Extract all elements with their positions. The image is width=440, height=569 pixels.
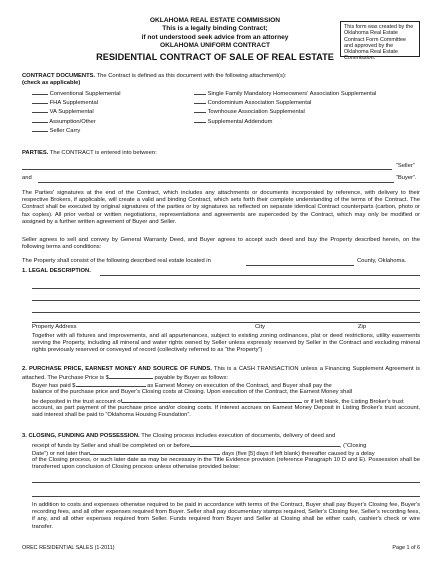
legal-line[interactable] — [32, 300, 420, 301]
seller-agrees-paragraph: Seller agrees to sell and convey by General Warranty Deed, and Buyer agrees to accept such deed and buy the Property described herein, on the following terms and conditions: — [22, 237, 420, 251]
earnest-money-field[interactable] — [76, 381, 146, 387]
attachment-item[interactable]: Townhouse Association Supplemental — [194, 107, 376, 116]
closing-date-text-2: , (“Closing — [339, 443, 367, 449]
balance-text: balance of the purchase price and Buyer's Closing costs at Closing. Upon execution of the Contract, the Earnest Money shall — [32, 389, 353, 395]
property-address-line[interactable] — [32, 322, 420, 323]
form-notice-box: This form was created by the Oklahoma Real Estate Contract Form Committee and approved by the Oklahoma Real Estate Commission. — [340, 21, 420, 57]
attachment-item[interactable]: Supplemental Addendum — [194, 117, 376, 126]
legal-line[interactable] — [100, 275, 420, 276]
closing-heading: 3. CLOSING, FUNDING AND POSSESSION. — [22, 433, 140, 439]
attachments-right-column — [194, 89, 376, 126]
purchase-price-text-2: payable by Buyer as follows: — [154, 375, 228, 382]
commission-name: OKLAHOMA REAL ESTATE COMMISSION — [149, 17, 281, 24]
county-label: County, Oklahoma. — [357, 258, 407, 264]
signature-paragraph: The Parties' signatures at the end of the Contract, which includes any attachments or documents incorporated by reference, with delivery to their respective Brokers, if applicable, will create a valid and binding Contract, which sets forth their complete understanding of the terms of the Contract. The Contract shall be executed by original signatures of the parties or by signatures as reflected on separate identical Contract counterparts (carbon, photo or fax copies). All prior verbal or written negotiations, representations and agreements are superceded by the Contract, which may only be modified or assigned by a further written agreement of Buyer and Seller. — [22, 190, 420, 225]
contract-documents-sub: (check as applicable) — [22, 80, 81, 87]
purchase-price-section — [22, 366, 420, 382]
trust-account-field[interactable] — [122, 397, 302, 403]
buyer-name-line[interactable] — [38, 182, 394, 183]
closing-process-text: of the Closing process, or such later date as may be necessary in the Title Evidence provision (reference Paragraph 10 D and E). Possession shall be transferred upon conclusion of Closing process unless otherwise provided below: — [32, 457, 420, 471]
county-line[interactable] — [246, 265, 354, 266]
legal-line[interactable] — [32, 312, 420, 313]
earnest-money-text: Buyer has paid $ — [32, 383, 76, 389]
closing-days-field[interactable] — [90, 449, 220, 455]
attachment-item[interactable]: Single Family Mandatory Homeowners' Association Supplemental — [194, 89, 376, 98]
seller-label: “Seller” — [396, 163, 415, 169]
earnest-money-text-2: as Earnest Money on execution of the Contract, and Buyer shall pay the — [147, 383, 332, 389]
closing-costs-paragraph: In addition to costs and expenses otherwise required to be paid in accordance with terms of the Contract, Buyer shall pay Buyer's Closing fee, Buyer's recording fees, and all other expenses required from Buyer. Seller shall pay documentary stamps required, Seller's Closing fee, Seller's recording fees, if any, and all other expenses required from Seller. Funds required from Buyer and Seller at Closing shall be either cash, cashier's check or wire transfer. — [32, 502, 420, 530]
contract-documents-text: The Contract is defined as this document with the following attachment(s): — [96, 73, 287, 79]
property-lead: The Property shall consist of the following described real estate located in — [22, 258, 211, 264]
trust-account-text: be deposited in the trust account of — [32, 399, 123, 405]
attachment-item[interactable]: Condominium Association Supplemental — [194, 98, 376, 107]
attachment-item[interactable]: VA Supplemental — [32, 107, 121, 116]
closing-text: The Closing process includes execution of documents, delivery of deed and — [141, 433, 336, 439]
closing-days-text-2: days (five [5] days if left blank) thereafter caused by a delay — [221, 451, 375, 457]
trust-account-text-2: or if left blank, the Listing Broker's trust — [303, 399, 404, 405]
possession-line[interactable] — [32, 482, 420, 483]
parties-text: The CONTRACT is entered into between: — [49, 150, 157, 156]
parties-section — [22, 150, 420, 157]
interest-text: account, as part payment of the purchase price and/or closing costs. If interest accrues on Earnest Money Deposit in Listing Broker's trust account, said interest shall be paid to “Oklahoma Housing Foundation”. — [32, 405, 420, 419]
form-footer-id: OREC RESIDENTIAL SALES (1-2011) — [22, 545, 115, 551]
attachment-item[interactable]: FHA Supplemental — [32, 98, 121, 107]
closing-date-field[interactable] — [190, 441, 340, 447]
seller-name-line[interactable] — [22, 169, 392, 170]
contract-type: OKLAHOMA UNIFORM CONTRACT — [159, 42, 270, 50]
city-label: City — [255, 324, 265, 330]
zip-label: Zip — [358, 324, 367, 330]
contract-documents-section — [22, 73, 420, 87]
attachment-item[interactable]: Seller Carry — [32, 126, 121, 135]
together-paragraph: Together with all fixtures and improvements, and all appurtenances, subject to existing zoning ordinances, plat or deed restrictions, utility easements serving the Property, including all mineral and water rights owned by Seller unless expressly reserved by Seller in the Contract and excluding mineral rights previously reserved or conveyed of record (collectively referred to as “the Property”) — [32, 333, 420, 354]
binding-notice: This is a legally binding Contract; — [162, 25, 268, 33]
property-address-label: Property Address — [32, 324, 77, 330]
purchase-price-field[interactable] — [109, 373, 153, 379]
possession-line[interactable] — [32, 496, 420, 497]
attachments-left-column — [32, 89, 121, 135]
attachment-item[interactable]: Assumption/Other — [32, 117, 121, 126]
parties-heading: PARTIES. — [22, 150, 49, 156]
purchase-price-text: This is a CASH TRANSACTION unless a Financing Supplement Agreement is attached. The Purchase Price is $ — [22, 366, 420, 382]
legal-description-heading: 1. LEGAL DESCRIPTION. — [22, 268, 91, 274]
contract-documents-heading: CONTRACT DOCUMENTS. — [22, 73, 96, 79]
document-title: RESIDENTIAL CONTRACT OF SALE OF REAL ESTATE — [96, 51, 334, 62]
attachment-item[interactable]: Conventional Supplemental — [32, 89, 121, 98]
buyer-label: “Buyer”. — [396, 175, 417, 181]
document-header — [90, 17, 340, 63]
closing-days-text: Date”) or not later than — [32, 451, 91, 457]
closing-section — [22, 433, 420, 440]
closing-date-text: receipt of funds by Seller and shall be completed on or before — [32, 443, 190, 449]
page-number: Page 1 of 6 — [392, 545, 420, 551]
and-label: and — [22, 175, 32, 181]
purchase-price-heading: 2. PURCHASE PRICE, EARNEST MONEY AND SOURCE OF FUNDS. — [22, 366, 212, 372]
attorney-notice: if not understood seek advice from an attorney — [141, 33, 289, 41]
legal-line[interactable] — [32, 288, 420, 289]
